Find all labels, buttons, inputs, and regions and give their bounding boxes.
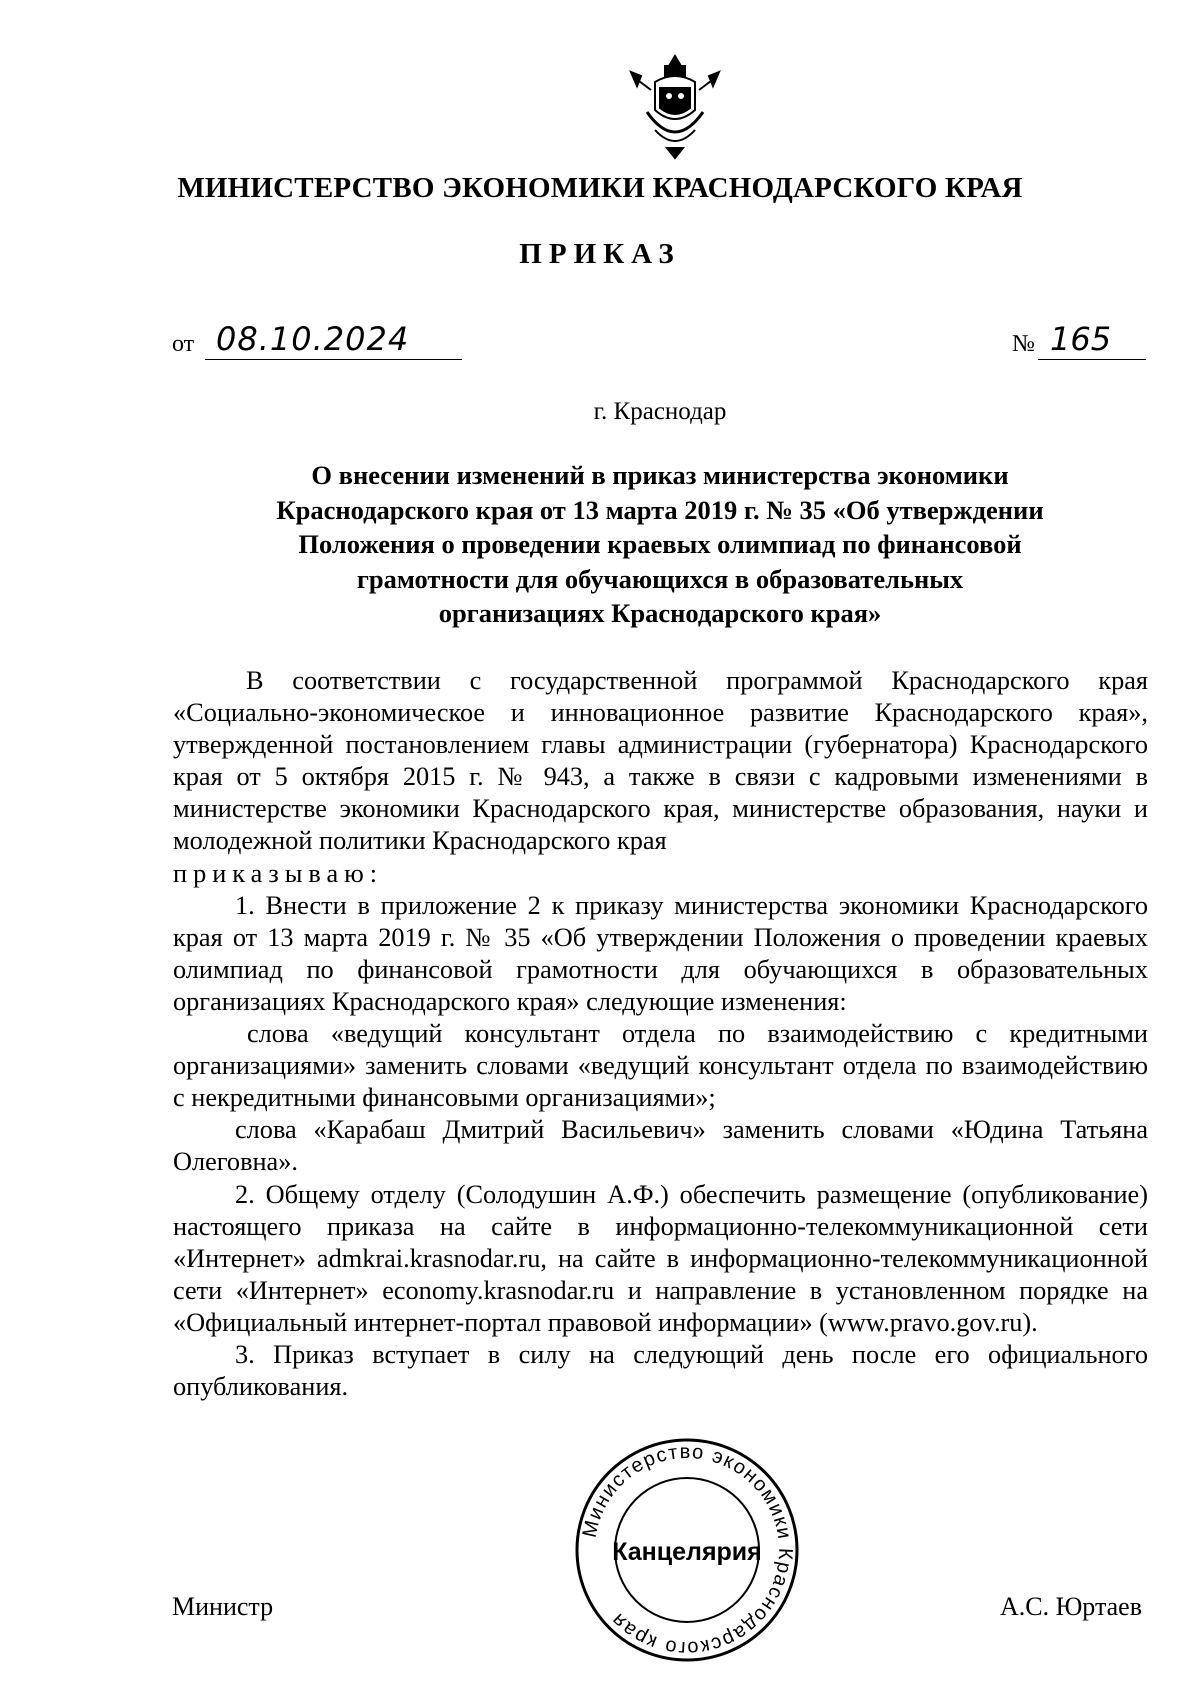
title-line: грамотности для обучающихся в образовательных bbox=[356, 563, 964, 594]
date-value: 08.10.2024 bbox=[216, 320, 410, 358]
number-label: № bbox=[1012, 331, 1035, 357]
number-value: 165 bbox=[1050, 320, 1112, 358]
item-1-change-b: слова «Карабаш Дмитрий Васильевич» заменить словами «Юдина Татьяна Олеговна». bbox=[173, 1115, 1148, 1177]
document-type: ПРИКАЗ bbox=[519, 238, 681, 270]
preamble-paragraph: В соответствии с государственной программой Краснодарского края «Социально-экономическое и инновационное развитие Краснодарского края», утвержденной постановлением главы администрации (губернатора) Краснодарского края от 5 октября 2015 г. № 943, а также в связи с кадровыми изменениями в министерстве экономики Краснодарского края, министерстве образования, науки и молодежной политики Краснодарского края bbox=[173, 666, 1148, 856]
stamp-center-text: Канцелярия bbox=[612, 1538, 762, 1566]
stamp-ring-text: Министерство экономики Краснодарского края bbox=[578, 1440, 797, 1660]
date-field bbox=[172, 322, 462, 362]
item-3: 3. Приказ вступает в силу на следующий день после его официального опубликования. bbox=[173, 1339, 1148, 1402]
item-2: 2. Общему отделу (Солодушин А.Ф.) обеспечить размещение (опубликование) настоящего приказа на сайте в информационно-телекоммуникационной сети «Интернет» admkrai.krasnodar.ru, на сайте в информационно-телекоммуникационной сети «Интернет» economy.krasnodar.ru и направление в установленном порядке на «Официальный интернет-портал правовой информации» (www.pravo.gov.ru). bbox=[173, 1179, 1148, 1337]
number-underline bbox=[1038, 359, 1146, 360]
title-line: Положения о проведении краевых олимпиад по финансовой bbox=[298, 529, 1022, 559]
city: г. Краснодар bbox=[593, 398, 727, 425]
document-title bbox=[200, 458, 1120, 631]
signatory-name: А.С. Юртаев bbox=[999, 1592, 1142, 1621]
date-label: от bbox=[172, 331, 195, 357]
title-line: Краснодарского края от 13 марта 2019 г. № 35 «Об утверждении bbox=[276, 494, 1044, 525]
date-underline bbox=[205, 359, 462, 360]
ministry-name: МИНИСТЕРСТВО ЭКОНОМИКИ КРАСНОДАРСКОГО КРАЯ bbox=[177, 172, 1023, 204]
title-line: организациях Краснодарского края» bbox=[438, 598, 882, 628]
order-word: приказываю: bbox=[173, 858, 384, 888]
title-line: О внесении изменений в приказ министерства экономики bbox=[311, 460, 1009, 490]
document-body bbox=[173, 665, 1148, 1403]
signatory-position: Министр bbox=[172, 1592, 274, 1621]
item-1: 1. Внести в приложение 2 к приказу министерства экономики Краснодарского края от 13 марта 2019 г. № 35 «Об утверждении Положения о проведении краевых олимпиад по финансовой грамотности для обучающихся в образовательных организациях Краснодарского края» следующие изменения: bbox=[173, 890, 1148, 1016]
coat-of-arms-icon bbox=[625, 52, 725, 162]
item-1-change-a: слова «ведущий консультант отдела по взаимодействию с кредитными организациями» заменить словами «ведущий консультант отдела по взаимодействию с некредитными финансовыми организациями»; bbox=[173, 1019, 1148, 1113]
number-field bbox=[1012, 322, 1146, 362]
